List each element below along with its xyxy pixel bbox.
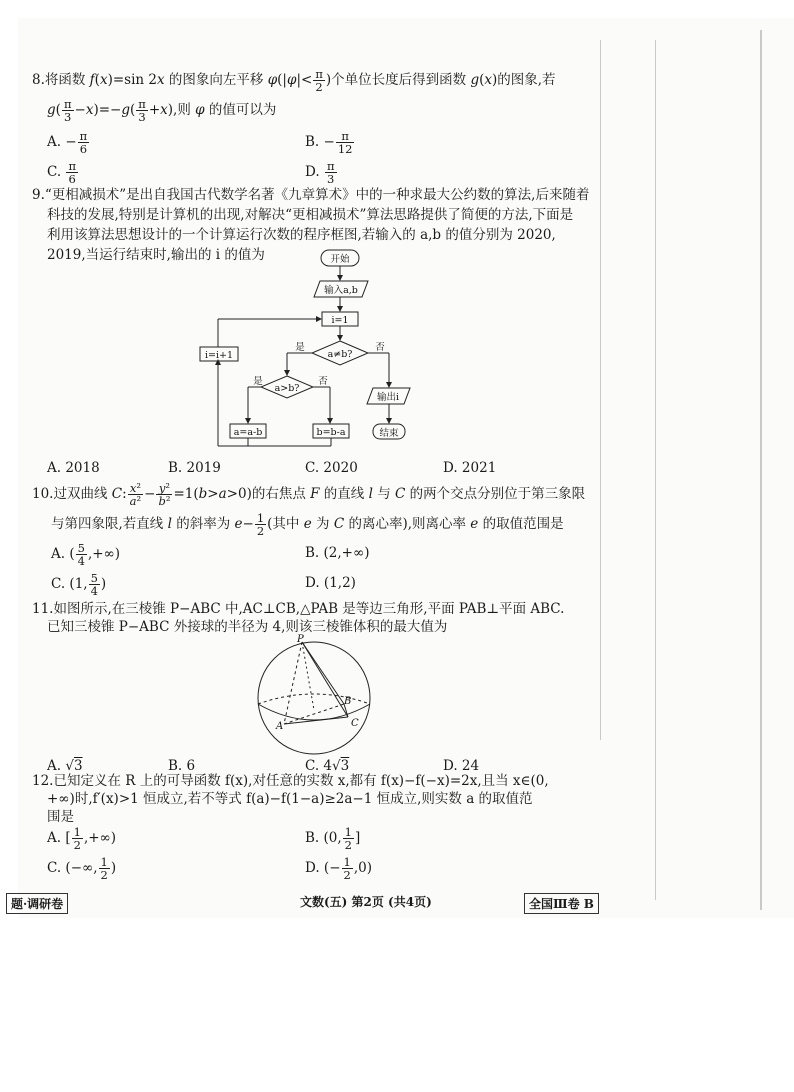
footer-left-tag: 题·调研卷 <box>6 893 68 914</box>
q10-option-d: D. (1,2) <box>305 575 356 591</box>
q12-option-b: B. (0, $\frac{1}{2}$ ] <box>305 825 361 852</box>
q11-option-c: C. 4√3 <box>305 758 350 774</box>
flow-yes-label-2: 是 <box>253 376 263 387</box>
q10-option-a: A. ( $\frac{5}{4}$ ,+∞) <box>51 541 121 568</box>
q8-line2: g( $\frac{\pi}{3}$ −x)=−g( $\frac{\pi}{3}$ +x),则 φ 的值可以为 <box>47 97 277 124</box>
flow-cond2-label: a>b? <box>274 383 300 394</box>
flow-input-label: 输入a,b <box>324 285 358 296</box>
q12-option-a: A. [ $\frac{1}{2}$ ,+∞) <box>47 825 117 852</box>
q8-option-c: C. $\frac{\pi}{6}$ <box>47 159 76 186</box>
q9-line1: 9.“更相减损术”是出自我国古代数学名著《九章算术》中的一种求最大公约数的算法,后来随着 <box>32 187 590 203</box>
q11-line1: 11.如图所示,在三棱锥 P−ABC 中,AC⊥CB,△PAB 是等边三角形,平面 PAB⊥平面 ABC. <box>32 601 565 617</box>
label-p: P <box>297 634 304 645</box>
flow-no-label: 否 <box>375 342 385 353</box>
q12-line2: +∞)时,f′(x)>1 恒成立,若不等式 f(a)−f(1−a)≥2a−1 恒成立,则实数 a 的取值范 <box>47 791 533 807</box>
q10-line2: 与第四象限,若直线 l 的斜率为 e− $\frac{1}{2}$ (其中 e 为 C 的离心率),则离心率 e 的取值范围是 <box>51 511 564 538</box>
edge-pa <box>284 642 302 724</box>
q11-line2: 已知三棱锥 P−ABC 外接球的半径为 4,则该三棱锥体积的最大值为 <box>47 619 448 635</box>
q9-option-c: C. 2020 <box>305 460 358 476</box>
flow-cond1-label: a≠b? <box>327 349 353 360</box>
q8-option-a: A. − $\frac{\pi}{6}$ <box>47 129 88 156</box>
flow-yes-label: 是 <box>295 342 305 353</box>
q11-option-a: A. √3 <box>47 758 83 774</box>
q10-option-c: C. (1, $\frac{5}{4}$ ) <box>51 571 107 598</box>
q12-option-d: D. (− $\frac{1}{2}$ ,0) <box>305 855 372 882</box>
q8-line1: 8.将函数 f(x)=sin 2x 的图象向左平移 φ(|φ|< $\frac{\pi}{2}$ )个单位长度后得到函数 g(x)的图象,若 <box>32 67 556 94</box>
label-b: B <box>344 696 352 707</box>
q9-option-d: D. 2021 <box>443 460 497 476</box>
flow-init-label: i=1 <box>331 315 349 326</box>
q10-option-b: B. (2,+∞) <box>305 545 370 561</box>
sphere-equator-back <box>258 694 370 704</box>
flow-assign-a-label: a=a-b <box>233 427 263 438</box>
flow-output-label: 输出i <box>376 392 400 403</box>
footer-right-tag: 全国Ⅲ卷 B <box>524 893 599 914</box>
edge-pc <box>302 642 348 717</box>
binding-rule <box>600 40 601 740</box>
q12-line3: 围是 <box>47 809 74 825</box>
flowchart <box>190 246 430 456</box>
binding-rule <box>655 40 656 900</box>
q9-line2: 科技的发展,特别是计算机的出现,对解决“更相减损术”算法思路提供了简便的方法,下面是 <box>47 207 574 223</box>
flow-end-label: 结束 <box>379 428 399 439</box>
sphere-outline <box>258 642 370 754</box>
footer-page-info: 文数(五) 第2页 (共4页) <box>300 895 432 909</box>
label-c: C <box>351 718 359 729</box>
flow-assign-b-label: b=b-a <box>316 427 346 438</box>
q8-option-b: B. − $\frac{\pi}{12}$ <box>305 129 353 156</box>
q11-option-d: D. 24 <box>443 758 480 774</box>
flow-incr-label: i=i+1 <box>204 350 234 361</box>
q12-option-c: C. (−∞, $\frac{1}{2}$ ) <box>47 855 117 882</box>
q9-option-b: B. 2019 <box>168 460 221 476</box>
q8-option-d: D. $\frac{\pi}{3}$ <box>305 159 335 186</box>
q10-line1: 10.过双曲线 C: $\frac{\text{x²}}{\text{a²}}$ − $\frac{\text{y²}}{\text{b²}}$ =1(b>a>0)的右焦点 F 的直线 l 与 C 的两个交点分别位于第三象限 <box>32 481 586 508</box>
sphere-figure <box>250 632 380 757</box>
q9-line3: 利用该算法思想设计的一个计算运行次数的程序框图,若输入的 a,b 的值分别为 2020, <box>47 227 556 243</box>
flow-start-label: 开始 <box>330 254 350 265</box>
q9-option-a: A. 2018 <box>47 460 100 476</box>
q9-line4: 2019,当运行结束时,输出的 i 的值为 <box>47 247 265 263</box>
label-a: A <box>276 721 284 732</box>
flow-no-label-2: 否 <box>318 376 328 387</box>
page-edge-rule <box>760 30 762 910</box>
q11-option-b: B. 6 <box>168 758 196 774</box>
q12-line1: 12.已知定义在 R 上的可导函数 f(x),对任意的实数 x,都有 f(x)−f(−x)=2x,且当 x∈(0, <box>32 773 549 789</box>
